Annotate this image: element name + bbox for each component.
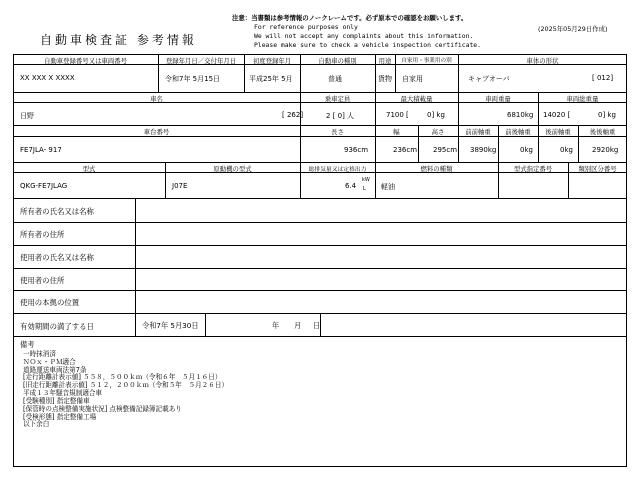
use-value: 貨物 <box>378 75 392 83</box>
expiry-blank-day: 日 <box>313 321 321 330</box>
document-title: 自動車検査証 参考情報 <box>40 33 197 47</box>
remarks-line: [受検形態] 指定整備工場 <box>23 412 97 421</box>
displacement-value: 6.4 <box>345 182 357 190</box>
remarks-line: [保管時の点検整備実施状況] 点検整備記録簿記載あり <box>23 404 182 413</box>
remarks-line: [走行距離計表示値] ５５８，５００ｋｍ（令和６年 ５月１６日） <box>23 373 222 382</box>
remarks-line: 道路運送車両法第7条 <box>23 365 87 374</box>
vehicle-type-label: 自動車の種別 <box>318 57 357 65</box>
private-business-label: 自家用・事業用の別 <box>401 58 452 64</box>
height-value: 295cm <box>433 146 458 154</box>
gross-weight-value: 14020 [ <box>543 111 571 119</box>
front-front-axle-value: 3890kg <box>470 146 497 154</box>
engine-model-value: J07E <box>172 182 188 190</box>
rear-front-axle-label: 後前軸重 <box>545 128 571 136</box>
model-value: QKG-FE7JLAG <box>20 182 68 190</box>
registration-date-label: 登録年月日／交付年月日 <box>165 57 237 65</box>
first-registration-value: 平成25年 5月 <box>249 75 293 83</box>
max-load-value: 7100 [ <box>386 111 409 119</box>
gross-weight-label: 車両総重量 <box>566 95 599 103</box>
owner-name-label: 所有者の氏名又は名称 <box>20 207 94 216</box>
maker-code: [ 262] <box>282 111 304 119</box>
registration-number-label: 自動車登録番号又は車両番号 <box>43 57 128 65</box>
front-rear-axle-value: 0kg <box>520 146 533 154</box>
maker-label: 車名 <box>150 95 163 103</box>
rear-front-axle-value: 0kg <box>560 146 573 154</box>
body-shape-code: [ 012] <box>592 74 614 82</box>
displacement-unit-kw: kW <box>362 177 370 183</box>
expiry-blank-year: 年 <box>272 321 280 330</box>
capacity-label: 乗車定員 <box>324 95 351 103</box>
registration-number-value: XX XXX X XXXX <box>20 74 75 82</box>
width-label: 幅 <box>393 128 400 136</box>
gross-weight-rest: 0] kg <box>598 111 616 119</box>
remarks-line: ＮＯｘ・ＰＭ適合 <box>23 357 76 366</box>
fuel-value: 軽油 <box>381 183 395 191</box>
base-location-label: 使用の本拠の位置 <box>20 298 80 307</box>
rear-rear-axle-label: 後後軸重 <box>589 128 616 136</box>
remarks-label: 備考 <box>20 340 35 349</box>
displacement-unit-l: L <box>363 186 366 192</box>
length-value: 936cm <box>344 146 369 154</box>
remarks-line: 一時抹消済 <box>23 349 56 358</box>
max-load-label: 最大積載量 <box>400 95 433 103</box>
vehicle-type-value: 普通 <box>328 75 342 83</box>
vehicle-weight-label: 車両重量 <box>485 95 511 103</box>
notice-japanese: 注意：当書類は参考情報のノークレームです。必ず原本での確認をお願いします。 <box>232 14 468 22</box>
remarks-line: 平成１３年騒音規制適合車 <box>23 389 103 398</box>
max-load-rest: 0] kg <box>427 111 445 119</box>
rear-rear-axle-value: 2920kg <box>592 146 619 154</box>
front-front-axle-label: 前前軸重 <box>465 128 491 136</box>
remarks-section <box>20 341 228 429</box>
body-shape-label: 車体の形状 <box>526 57 559 65</box>
first-registration-label: 初度登録年月 <box>252 57 292 65</box>
expiry-blank-month: 月 <box>294 321 302 330</box>
notice-english-3: Please make sure to check a vehicle inspection certificate. <box>254 41 482 49</box>
category-label: 類別区分番号 <box>578 165 617 173</box>
vehicle-weight-value: 6810kg <box>507 111 534 119</box>
remarks-line: 以下余白 <box>23 420 50 429</box>
displacement-label: 総排気量又は定格出力 <box>308 167 367 173</box>
length-label: 長さ <box>331 128 344 136</box>
private-business-value: 自家用 <box>402 75 423 83</box>
front-rear-axle-label: 前後軸重 <box>505 128 531 136</box>
user-address-label: 使用者の住所 <box>20 276 65 285</box>
designation-label: 型式指定番号 <box>513 165 553 173</box>
created-date: (2025年05月29日作成) <box>538 25 608 33</box>
body-shape-value: キャブオーバ <box>468 75 510 83</box>
remarks-line: [旧走行距離計表示値] ５１２，２００ｋｍ（令和５年 ５月２６日） <box>23 381 229 390</box>
notice-english-2: We will not accept any complaints about this information. <box>254 32 474 40</box>
expiry-label: 有効期間の満了する日 <box>20 322 94 331</box>
use-label: 用途 <box>378 57 392 65</box>
remarks-line: [受験種別] 指定整備車 <box>23 396 90 405</box>
notice-block <box>232 14 481 50</box>
user-name-label: 使用者の氏名又は名称 <box>20 253 94 262</box>
capacity-value: 2 [ 0] 人 <box>326 112 355 120</box>
fuel-label: 燃料の種類 <box>420 165 453 173</box>
expiry-value: 令和7年 5月30日 <box>142 321 199 330</box>
height-label: 高さ <box>431 128 445 136</box>
maker-value: 日野 <box>20 112 34 120</box>
engine-model-label: 原動機の型式 <box>213 165 252 173</box>
notice-english-1: For reference purposes only <box>254 23 358 31</box>
chassis-label: 車台番号 <box>143 128 170 136</box>
width-value: 236cm <box>393 146 418 154</box>
model-label: 型式 <box>82 165 96 173</box>
chassis-value: FE7JLA- 917 <box>20 146 62 154</box>
owner-address-label: 所有者の住所 <box>20 230 65 239</box>
registration-date-value: 令和7年 5月15日 <box>165 75 221 83</box>
